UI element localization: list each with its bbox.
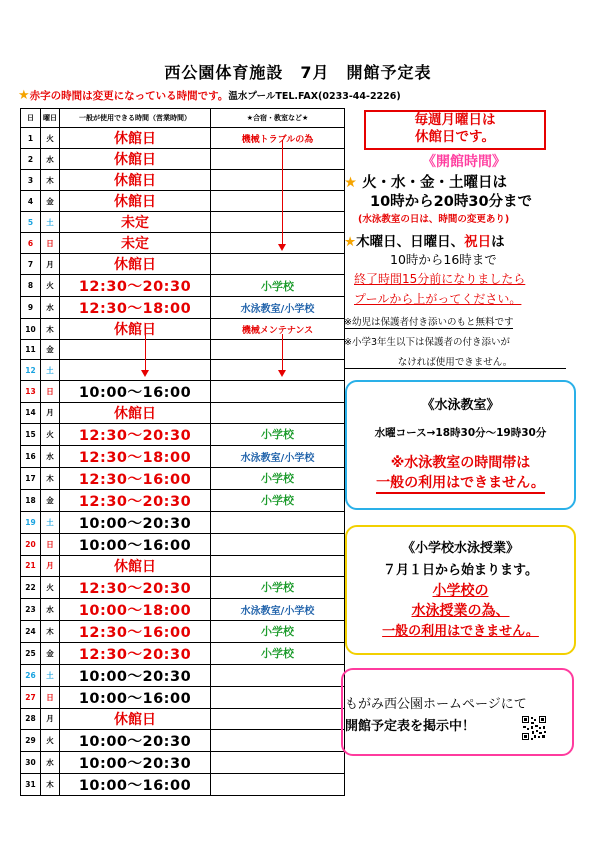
row-note: 小学校	[211, 275, 345, 297]
table-row	[21, 751, 345, 773]
row-date: 27	[21, 686, 41, 708]
school-swim-box	[345, 525, 576, 655]
table-row	[21, 149, 345, 170]
school-swim-line-2: 小学校の	[432, 583, 489, 599]
row-note	[211, 511, 345, 533]
hours-line-4	[344, 230, 505, 250]
row-day-of-week: 月	[41, 708, 60, 729]
row-hours: 12:30～20:30	[60, 423, 211, 445]
row-hours: 12:30～20:30	[60, 489, 211, 511]
contact-text: 温水プールTEL.FAX(0233-44-2226)	[228, 91, 401, 102]
row-date: 21	[21, 555, 41, 576]
row-day-of-week: 土	[41, 664, 60, 686]
homepage-box	[341, 668, 574, 756]
row-note: 水泳教室/小学校	[211, 297, 345, 319]
hours-line-6: 終了時間15分前になりましたら	[354, 272, 526, 286]
table-row	[21, 620, 345, 642]
row-day-of-week: 金	[41, 642, 60, 664]
hours-line-7: プールから上がってください。	[354, 292, 522, 306]
row-date: 20	[21, 533, 41, 555]
row-date: 28	[21, 708, 41, 729]
swim-class-warning-2: 一般の利用はできません。	[376, 472, 545, 494]
hours-heading: 《開館時間》	[422, 154, 506, 170]
qr-code-icon[interactable]	[521, 715, 547, 741]
hours-line-5: 10時から16時まで	[390, 252, 497, 267]
row-day-of-week: 火	[41, 275, 60, 297]
row-date: 30	[21, 751, 41, 773]
row-date: 11	[21, 340, 41, 360]
row-date: 16	[21, 445, 41, 467]
row-note: 小学校	[211, 576, 345, 598]
row-note	[211, 751, 345, 773]
swim-class-warning-1: ※水泳教室の時間帯は	[390, 455, 531, 471]
row-hours	[60, 340, 211, 360]
row-note	[211, 402, 345, 423]
closed-line-2: 休館日です。	[415, 129, 495, 145]
school-swim-line-3: 水泳授業の為、	[411, 603, 510, 619]
arrow-head-notes-1	[278, 244, 286, 251]
table-row	[21, 511, 345, 533]
closed-monday-box	[364, 110, 546, 150]
table-row	[21, 555, 345, 576]
row-note: 小学校	[211, 467, 345, 489]
row-day-of-week: 火	[41, 729, 60, 751]
row-note: 小学校	[211, 620, 345, 642]
swim-class-title: 《水泳教室》	[421, 398, 500, 413]
row-note	[211, 212, 345, 233]
homepage-line-1: もがみ西公園ホームページにて	[345, 697, 527, 712]
row-note: 小学校	[211, 423, 345, 445]
table-row	[21, 642, 345, 664]
row-date: 25	[21, 642, 41, 664]
row-note	[211, 170, 345, 191]
row-day-of-week: 月	[41, 555, 60, 576]
star-icon: ★	[18, 88, 30, 103]
row-hours: 12:30～20:30	[60, 275, 211, 297]
row-note	[211, 380, 345, 402]
row-hours: 10:00～16:00	[60, 380, 211, 402]
table-header-row	[21, 109, 345, 128]
row-hours: 休館日	[60, 708, 211, 729]
row-day-of-week: 日	[41, 380, 60, 402]
star-icon: ★	[344, 234, 357, 250]
arrow-notes-2	[282, 334, 283, 372]
table-row	[21, 360, 345, 380]
row-hours: 休館日	[60, 191, 211, 212]
row-hours: 12:30～20:30	[60, 576, 211, 598]
row-day-of-week: 日	[41, 233, 60, 254]
row-hours: 休館日	[60, 149, 211, 170]
row-day-of-week: 木	[41, 170, 60, 191]
arrow-head-time	[141, 370, 149, 377]
child-note-1: ※小学3年生以下は保護者の付き添いが	[344, 337, 511, 348]
table-row	[21, 254, 345, 275]
row-note	[211, 533, 345, 555]
row-note	[211, 340, 345, 360]
row-hours: 10:00～16:00	[60, 686, 211, 708]
row-hours: 12:30～18:00	[60, 297, 211, 319]
school-swim-line-1: ７月１日から始まります。	[383, 563, 538, 578]
hours-days-1: 火・水・金・土曜日は	[362, 175, 508, 191]
row-day-of-week: 火	[41, 423, 60, 445]
row-hours: 10:00～20:30	[60, 511, 211, 533]
header-hours: 一般が使用できる時間（営業時間）	[60, 109, 211, 128]
row-hours: 12:30～20:30	[60, 642, 211, 664]
row-day-of-week: 火	[41, 128, 60, 149]
row-hours: 10:00～18:00	[60, 598, 211, 620]
arrow-time	[145, 334, 146, 372]
hours-line-2: 10時から20時30分まで	[370, 194, 533, 210]
hours-line-3: (水泳教室の日は、時間の変更あり)	[358, 214, 510, 225]
row-note: 水泳教室/小学校	[211, 445, 345, 467]
row-hours: 休館日	[60, 555, 211, 576]
row-day-of-week: 金	[41, 340, 60, 360]
arrow-notes-1	[282, 140, 283, 246]
row-date: 31	[21, 773, 41, 795]
row-note	[211, 686, 345, 708]
row-day-of-week: 土	[41, 212, 60, 233]
row-day-of-week: 土	[41, 511, 60, 533]
row-day-of-week: 水	[41, 149, 60, 170]
row-hours: 休館日	[60, 319, 211, 340]
row-hours: 10:00～16:00	[60, 773, 211, 795]
table-row	[21, 128, 345, 149]
table-row	[21, 445, 345, 467]
table-row	[21, 664, 345, 686]
child-note-2: なければ使用できません。	[344, 354, 566, 369]
table-row	[21, 191, 345, 212]
table-row	[21, 489, 345, 511]
row-date: 22	[21, 576, 41, 598]
star-icon: ★	[344, 175, 357, 191]
row-date: 14	[21, 402, 41, 423]
row-day-of-week: 水	[41, 598, 60, 620]
hours-days-2: 木曜日、日曜日、	[356, 234, 465, 250]
row-date: 4	[21, 191, 41, 212]
row-date: 10	[21, 319, 41, 340]
table-row	[21, 402, 345, 423]
row-note	[211, 149, 345, 170]
row-day-of-week: 日	[41, 686, 60, 708]
table-row	[21, 340, 345, 360]
row-hours: 10:00～20:30	[60, 751, 211, 773]
row-date: 23	[21, 598, 41, 620]
row-date: 6	[21, 233, 41, 254]
infant-note: ※幼児は保護者付き添いのもと無料です	[344, 314, 513, 329]
row-note	[211, 254, 345, 275]
row-day-of-week: 木	[41, 467, 60, 489]
row-note: 機械メンテナンス	[211, 319, 345, 340]
table-row	[21, 533, 345, 555]
row-note	[211, 555, 345, 576]
row-day-of-week: 月	[41, 402, 60, 423]
table-row	[21, 773, 345, 795]
row-date: 12	[21, 360, 41, 380]
notice-line	[18, 88, 401, 103]
school-swim-line-4: 一般の利用はできません。	[382, 624, 539, 639]
table-row	[21, 170, 345, 191]
row-hours: 10:00～20:30	[60, 664, 211, 686]
row-date: 15	[21, 423, 41, 445]
row-note	[211, 773, 345, 795]
row-hours: 10:00～16:00	[60, 533, 211, 555]
row-date: 2	[21, 149, 41, 170]
table-row	[21, 708, 345, 729]
row-date: 18	[21, 489, 41, 511]
row-date: 3	[21, 170, 41, 191]
row-hours: 12:30～16:00	[60, 467, 211, 489]
row-date: 9	[21, 297, 41, 319]
hours-days-2-suffix: は	[491, 234, 505, 250]
page-title: 西公園体育施設 7月 開館予定表	[164, 63, 432, 82]
row-note	[211, 729, 345, 751]
row-date: 5	[21, 212, 41, 233]
header-date: 日	[21, 109, 41, 128]
table-row	[21, 423, 345, 445]
row-day-of-week: 金	[41, 191, 60, 212]
row-hours: 12:30～18:00	[60, 445, 211, 467]
table-row	[21, 380, 345, 402]
row-note: 小学校	[211, 489, 345, 511]
row-day-of-week: 日	[41, 533, 60, 555]
row-note: 機械トラブルの為	[211, 128, 345, 149]
swim-class-box	[345, 380, 576, 510]
row-hours: 休館日	[60, 254, 211, 275]
row-note: 水泳教室/小学校	[211, 598, 345, 620]
row-date: 8	[21, 275, 41, 297]
row-hours: 12:30～16:00	[60, 620, 211, 642]
table-row	[21, 233, 345, 254]
row-date: 7	[21, 254, 41, 275]
arrow-head-notes-2	[278, 370, 286, 377]
hours-line-1	[344, 171, 507, 192]
row-hours: 休館日	[60, 170, 211, 191]
row-date: 13	[21, 380, 41, 402]
header-dow: 曜日	[41, 109, 60, 128]
row-day-of-week: 月	[41, 254, 60, 275]
table-row	[21, 598, 345, 620]
row-day-of-week: 火	[41, 576, 60, 598]
row-note	[211, 664, 345, 686]
table-row	[21, 297, 345, 319]
row-day-of-week: 水	[41, 445, 60, 467]
swim-class-course: 水曜コース→18時30分～19時30分	[374, 427, 547, 439]
table-row	[21, 576, 345, 598]
row-date: 1	[21, 128, 41, 149]
schedule-table	[20, 108, 345, 796]
table-row	[21, 319, 345, 340]
row-day-of-week: 木	[41, 773, 60, 795]
row-day-of-week: 土	[41, 360, 60, 380]
header-notes: ★合宿・教室など★	[211, 109, 345, 128]
row-note	[211, 708, 345, 729]
row-note: 小学校	[211, 642, 345, 664]
row-date: 29	[21, 729, 41, 751]
row-hours: 未定	[60, 233, 211, 254]
row-date: 24	[21, 620, 41, 642]
row-hours: 未定	[60, 212, 211, 233]
row-day-of-week: 木	[41, 620, 60, 642]
row-date: 26	[21, 664, 41, 686]
table-row	[21, 729, 345, 751]
school-swim-title: 《小学校水泳授業》	[401, 541, 519, 556]
row-hours: 休館日	[60, 402, 211, 423]
row-date: 19	[21, 511, 41, 533]
row-hours	[60, 360, 211, 380]
table-row	[21, 686, 345, 708]
row-day-of-week: 水	[41, 751, 60, 773]
row-day-of-week: 水	[41, 297, 60, 319]
closed-line-1: 毎週月曜日は	[414, 112, 496, 128]
row-hours: 10:00～20:30	[60, 729, 211, 751]
table-row	[21, 212, 345, 233]
row-hours: 休館日	[60, 128, 211, 149]
notice-red-text: 赤字の時間は変更になっている時間です。	[29, 90, 229, 102]
holiday-text: 祝日	[464, 234, 492, 250]
homepage-line-2: 開館予定表を掲示中！	[345, 719, 476, 734]
table-row	[21, 467, 345, 489]
row-note	[211, 191, 345, 212]
row-day-of-week: 金	[41, 489, 60, 511]
table-row	[21, 275, 345, 297]
row-day-of-week: 木	[41, 319, 60, 340]
row-date: 17	[21, 467, 41, 489]
